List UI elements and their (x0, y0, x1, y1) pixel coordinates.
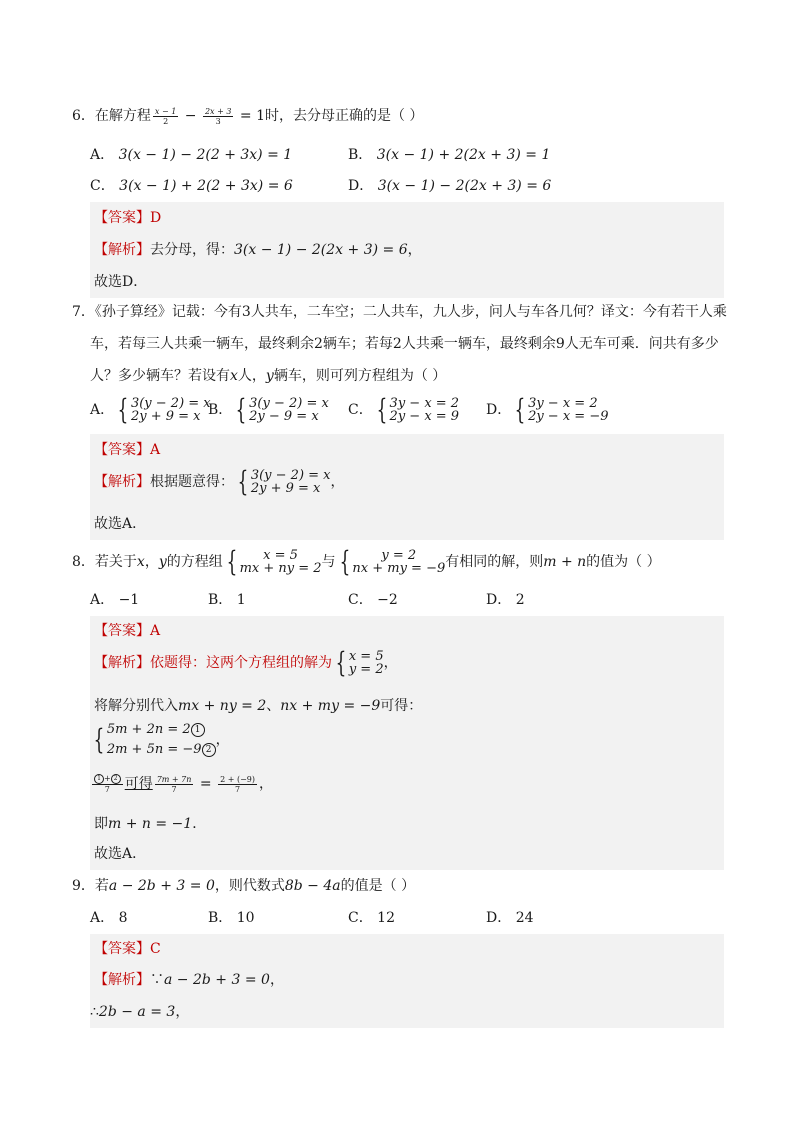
option-d: D． 3(x − 1) − 2(2x + 3) = 6 (348, 178, 552, 194)
brace-icon: { (335, 646, 347, 679)
option-c: C． 12 (348, 910, 395, 926)
option-c: C． −2 (348, 592, 398, 608)
circled-number: 2 (202, 743, 216, 757)
step-line: ∴2b − a = 3， (90, 1004, 190, 1020)
option-d: D． 24 (486, 910, 534, 926)
equation-system: { 3y − x = 2 2y − x = −9 (514, 393, 609, 426)
circled-number: 2 (111, 774, 121, 784)
substitution-line: 将解分别代入mx + ny = 2、nx + my = −9可得： (94, 698, 423, 714)
brace-icon: { (226, 545, 238, 578)
because-symbol: ∵ (150, 972, 164, 988)
therefore-symbol: ∴ (90, 1004, 99, 1020)
brace-icon: { (376, 393, 387, 426)
question-number: 9． (72, 878, 95, 894)
analysis-line: 【解析】根据题意得： { 3(y − 2) = x 2y + 9 = x ， (94, 465, 345, 498)
answer-line: 【答案】A (94, 623, 161, 639)
equation-system: { x = 5 y = 2 (335, 646, 384, 679)
step-line: $\frac{1 + 2}{7}$ 可得 $\frac{7m + 7n}{7}$ = $\frac{2 + (-9)}{7}$ ， (90, 774, 273, 794)
answer-box-9 (90, 934, 724, 1028)
fraction: $\frac{7m + 7n}{7}$ (156, 774, 192, 794)
option-a: A． −1 (90, 592, 140, 608)
question-8-stem: 8．若关于x，y的方程组 { x = 5 mx + ny = 2 与 { y = 2 nx + my = −9 有相同的解，则m + n的值为（ ） (72, 545, 661, 578)
fraction: $\frac{2 + (-9)}{7}$ (220, 774, 255, 794)
equation-system: { 3(y − 2) = x 2y − 9 = x (235, 393, 329, 426)
brace-icon: { (117, 393, 129, 426)
equation-system: { x = 5 mx + ny = 2 (226, 545, 322, 578)
fraction: $\frac{1 + 2}{7}$ (92, 774, 123, 794)
analysis-line: 【解析】依题得：这两个方程组的解为 { x = 5 y = 2 ， (94, 646, 398, 679)
circled-number: 1 (191, 723, 205, 737)
option-b: B． 3(x − 1) + 2(2x + 3) = 1 (348, 147, 551, 163)
answer-box-7 (90, 434, 724, 540)
option-a: A． 8 (90, 910, 128, 926)
question-7-line-2: 车，若每三人共乘一辆车，最终剩余2辆车；若每2人共乘一辆车，最终剩余9人无车可乘．问共有多少 (90, 336, 719, 352)
question-number: 7． (72, 304, 95, 320)
question-number: 8． (72, 554, 95, 570)
equation-system: { 3(y − 2) = x 2y + 9 = x (237, 465, 331, 498)
question-7-line-3: 人？多少辆车？若设有x人，y辆车，则可列方程组为（ ） (90, 368, 447, 384)
equation-system-line: { 5m + 2n = 2 1 2m + 5n = −9 2 ， (90, 720, 230, 760)
analysis-line: 【解析】∵a − 2b + 3 = 0， (94, 972, 284, 988)
option-c: C． { 3y − x = 2 2y − x = 9 (348, 393, 460, 426)
option-b: B． 1 (208, 592, 246, 608)
brace-icon: { (339, 545, 350, 578)
circled-number: 1 (94, 774, 104, 784)
equation-system: { 3y − x = 2 2y − x = 9 (376, 393, 460, 426)
equation-system: { y = 2 nx + my = −9 (339, 545, 446, 578)
question-number: 6． (72, 108, 95, 124)
brace-icon: { (235, 393, 247, 426)
option-a: A． 3(x − 1) − 2(2 + 3x) = 1 (90, 147, 293, 163)
analysis-line: 【解析】去分母，得：3(x − 1) − 2(2x + 3) = 6， (94, 242, 422, 258)
answer-line: 【答案】C (94, 941, 161, 957)
option-d: D． { 3y − x = 2 2y − x = −9 (486, 393, 609, 426)
answer-line: 【答案】A (94, 442, 161, 458)
question-7-line-1: 7．《孙子算经》记载：今有3人共车，二车空；二人共车，九人步，问人与车各几何？译文：今有若干人乘 (72, 304, 727, 320)
equation-system: { 3(y − 2) = x 2y + 9 = x (117, 393, 211, 426)
conclusion-line: 故选A． (94, 846, 147, 862)
result-line: 即m + n = −1． (94, 816, 207, 832)
answer-box-6 (90, 202, 724, 298)
option-d: D． 2 (486, 592, 525, 608)
fraction: $\frac{2x + 3}{3}$ (204, 106, 232, 126)
brace-icon: { (93, 723, 105, 756)
answer-line: 【答案】D (94, 210, 162, 226)
conclusion-line: 故选A． (94, 516, 147, 532)
brace-icon: { (514, 393, 526, 426)
equation-system: { 5m + 2n = 2 1 2m + 5n = −9 2 (90, 720, 216, 760)
question-6-stem: 6．在解方程 $\frac{x - 1}{2}$ − $\frac{2x + 3}{3}$ = 1时，去分母正确的是（ ） (72, 106, 424, 126)
option-c: C． 3(x − 1) + 2(2 + 3x) = 6 (90, 178, 293, 194)
option-b: B． { 3(y − 2) = x 2y − 9 = x (208, 393, 329, 426)
question-9-stem: 9．若a − 2b + 3 = 0，则代数式8b − 4a的值是（ ） (72, 878, 416, 894)
option-b: B． 10 (208, 910, 255, 926)
option-a: A． { 3(y − 2) = x 2y + 9 = x (90, 393, 211, 426)
answer-box-8 (90, 616, 724, 870)
fraction: $\frac{x - 1}{2}$ (154, 106, 177, 126)
conclusion-line: 故选D． (94, 274, 148, 290)
brace-icon: { (237, 465, 249, 498)
